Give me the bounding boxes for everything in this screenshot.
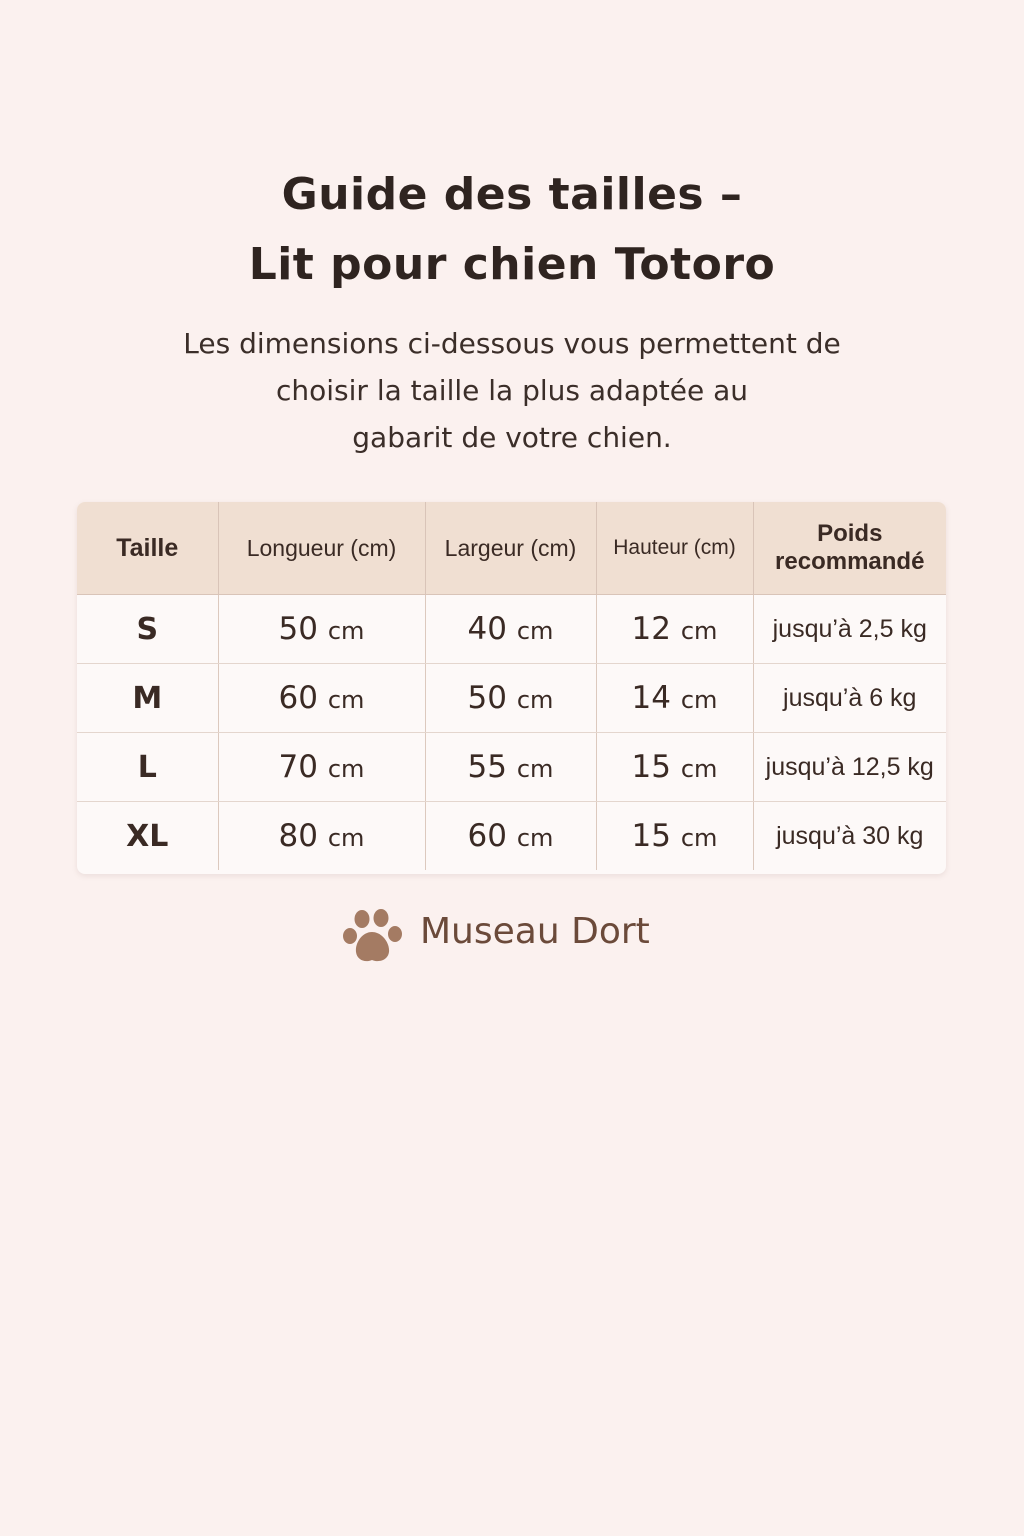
cell-length — [218, 664, 425, 733]
cell-weight: jusqu’à 2,5 kg — [753, 595, 946, 664]
cell-size: S — [77, 595, 218, 664]
cell-value: 12 — [631, 611, 671, 647]
cell-height — [596, 802, 753, 871]
header-weight — [753, 502, 946, 595]
cell-unit: cm — [327, 686, 365, 714]
cell-unit: cm — [327, 617, 365, 645]
cell-weight: jusqu’à 30 kg — [753, 802, 946, 871]
cell-unit: cm — [680, 755, 718, 783]
cell-unit: cm — [516, 755, 554, 783]
cell-value: 80 — [278, 818, 318, 854]
cell-length — [218, 802, 425, 871]
cell-size: L — [77, 733, 218, 802]
cell-unit: cm — [327, 755, 365, 783]
cell-unit: cm — [516, 617, 554, 645]
cell-length — [218, 733, 425, 802]
brand-name: Museau Dort — [420, 911, 650, 952]
cell-height — [596, 664, 753, 733]
cell-unit: cm — [516, 686, 554, 714]
cell-unit: cm — [680, 617, 718, 645]
cell-value: 40 — [467, 611, 507, 647]
cell-unit: cm — [680, 686, 718, 714]
cell-value: 70 — [278, 749, 318, 785]
cell-value: 60 — [467, 818, 507, 854]
cell-value: 15 — [631, 818, 671, 854]
cell-unit: cm — [327, 824, 365, 852]
table-row — [77, 664, 946, 733]
table-row — [77, 595, 946, 664]
brand-logo — [340, 905, 700, 965]
cell-value: 50 — [278, 611, 318, 647]
cell-height — [596, 733, 753, 802]
cell-height — [596, 595, 753, 664]
cell-width — [425, 802, 596, 871]
cell-value: 15 — [631, 749, 671, 785]
intro-text — [112, 320, 912, 461]
table-row — [77, 733, 946, 802]
cell-weight: jusqu’à 6 kg — [753, 664, 946, 733]
header-weight-line-1: Poids — [817, 520, 883, 547]
page-title — [0, 160, 1024, 300]
cell-width — [425, 733, 596, 802]
intro-line-1: Les dimensions ci-dessous vous permettent de — [183, 327, 841, 360]
intro-line-2: choisir la taille la plus adaptée au — [276, 374, 748, 407]
paw-icon — [340, 905, 410, 967]
header-weight-line-2: recommandé — [775, 548, 925, 575]
table-row — [77, 802, 946, 871]
table-header-row — [77, 502, 946, 595]
cell-size: XL — [126, 818, 169, 854]
cell-unit: cm — [680, 824, 718, 852]
cell-width — [425, 595, 596, 664]
header-width: Largeur (cm) — [425, 502, 596, 595]
cell-width — [425, 664, 596, 733]
title-line-1: Guide des tailles – — [281, 169, 743, 220]
size-table-container — [77, 502, 946, 874]
cell-value: 14 — [631, 680, 671, 716]
cell-value: 60 — [278, 680, 318, 716]
size-table — [77, 502, 946, 870]
cell-value: 55 — [467, 749, 507, 785]
header-height: Hauteur (cm) — [596, 502, 753, 595]
cell-unit: cm — [516, 824, 554, 852]
cell-value: 50 — [467, 680, 507, 716]
intro-line-3: gabarit de votre chien. — [352, 421, 672, 454]
cell-size: M — [77, 664, 218, 733]
cell-weight: jusqu’à 12,5 kg — [753, 733, 946, 802]
header-size: Taille — [77, 502, 218, 595]
header-length: Longueur (cm) — [218, 502, 425, 595]
cell-length — [218, 595, 425, 664]
title-line-2: Lit pour chien Totoro — [248, 239, 776, 290]
